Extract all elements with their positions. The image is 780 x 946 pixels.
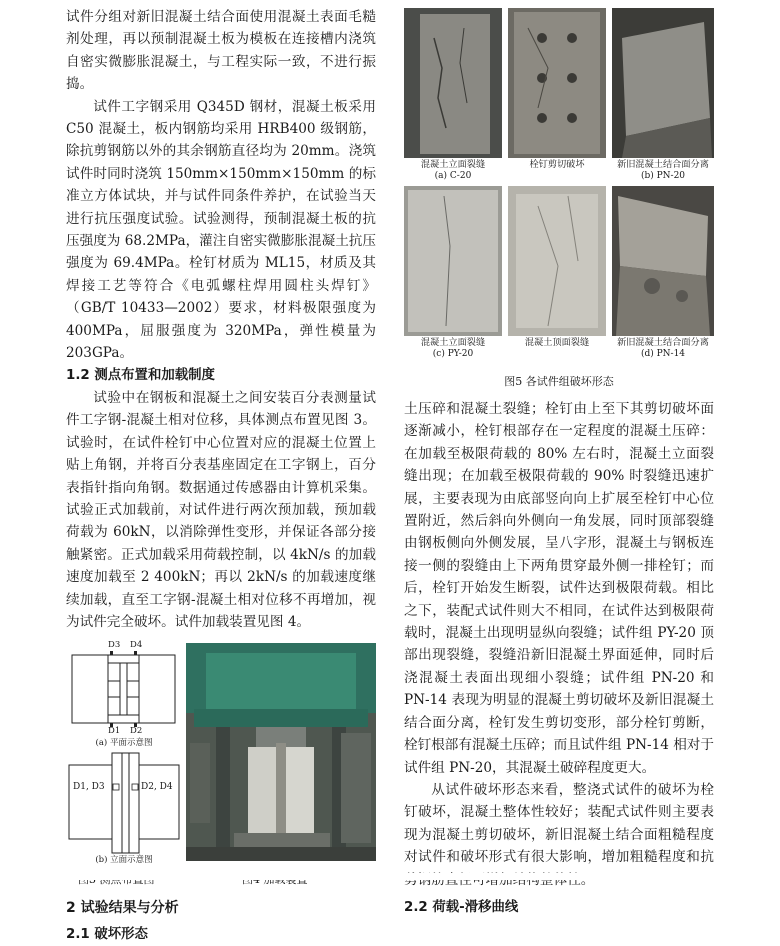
page-bottom-edge [0, 873, 780, 880]
right-column [404, 398, 714, 919]
sub-label-d: (d) PN-14 [640, 349, 686, 359]
figure-3-schematic [66, 641, 181, 871]
photo-pn14-interface-separation [612, 186, 714, 336]
left-column [66, 6, 376, 946]
sub-label-a: (a) C-20 [434, 171, 472, 181]
figure-5 [404, 8, 714, 388]
measuring-point-diagram [66, 641, 181, 871]
loading-device-photo [186, 643, 376, 861]
photo-top-surface-crack [508, 186, 606, 336]
label-b-interface: 新旧混凝土结合面分离 [617, 159, 709, 170]
label-d2: D2 [130, 726, 143, 737]
photo-py20-vertical-crack [404, 186, 502, 336]
photo-pn20-interface-separation [612, 8, 714, 158]
photo-stud-shear-failure [508, 8, 606, 158]
label-d2-d4: D2, D4 [141, 782, 173, 793]
section-heading-1-2: 1.2 测点布置和加载制度 [66, 367, 215, 383]
paragraph-failure-summary: 从试件破坏形态来看，整浇式试件的破坏为栓钉破坏，混凝土整体性较好；装配式试件则主要表现为混凝土剪切破坏，新旧混凝土结合面粗糙程度对试件和破坏形式有很大影响，增加粗糙程度和抗 [404, 781, 714, 866]
label-top-crack: 混凝土顶面裂缝 [524, 337, 590, 348]
paragraph-failure-process: 土压碎和混凝土裂缝；栓钉由上至下其剪切破坏面逐渐减小，栓钉根部存在一定程度的混凝土压碎：在加载至极限荷载的 80% 左右时，混凝土立面裂缝出现；在加载至极限荷载的 90% 时裂缝迅速扩展，主要表现为由底部竖向向上扩展至栓钉中心位置附近，然后斜向外侧向一角发展，同时顶部裂缝由钢板侧向外侧发展，呈八字形，混凝土与钢板连接一侧的裂缝由上下两角贯穿最外侧一排栓钉；而后，栓钉开始发生断裂，试件达到极限荷载。相比之下，装配式试件则大不相同，在试件达到极限荷载时，混凝土出现明显纵向裂缝；试件组 PY-20 顶部出现裂缝，裂缝沿新旧混凝土界面延伸，同时后浇混凝土表面出现细小裂缝；试件组 PN-20 和 PN-14 表现为明显的混凝土剪切破坏及新旧混凝土结合面分离，栓钉发生剪切变形，部分栓钉剪断，栓钉根部有混凝土压碎；而且试件组 PN-14 相对于试件组 PN-20，其混凝土破碎程度更大。 [404, 401, 714, 776]
paragraph-specimen-treatment: 试件分组对新旧混凝土结合面使用混凝土表面毛糙剂处理，再以预制混凝土板为模板在连接槽内浇筑自密实微膨胀混凝土，与工程实际一致，不进行振捣。 [66, 9, 376, 93]
section-heading-2-1: 2.1 破坏形态 [66, 926, 148, 942]
paragraph-loading: 试验中在钢板和混凝土之间安装百分表测量试件工字钢-混凝土相对位移，具体测点布置见图 3。试验时，在试件栓钉中心位置对应的混凝土位置上贴上角钢，并将百分表基座固定在工字钢上，百分表指针指向角钢。数据通过传感器由计算机采集。试验正式加载前，对试件进行两次预加载，预加载荷载为 60kN，以消除弹性变形，并保证各部分接触紧密。正式加载采用荷载控制，以 4kN/s 的加载速度加载至 2 400kN；再以 2kN/s 的加载速度继续加载，直至工字钢-混凝土相对位移不再增加，视为试件完全破坏。试件加载装置见图 4。 [66, 389, 376, 630]
elevation-view-caption: (b) 立面示意图 [95, 855, 153, 866]
figure-3-4-row [66, 641, 376, 889]
section-heading-2: 2 试验结果与分析 [66, 900, 179, 917]
label-d1: D1 [108, 726, 121, 737]
paragraph-materials: 试件工字钢采用 Q345D 钢材，混凝土板采用 C50 混凝土，板内钢筋均采用 HRB400 级钢筋，除抗剪钢筋以外的其余钢筋直径均为 20mm。浇筑试件时同时浇筑 150mm×150mm×150mm 的标准立方体试块，并与试件同条件养护，在试验当天进行抗压强度试验。试验测得，预制混凝土板的抗压强度为 68.2MPa，灌注自密实微膨胀混凝土抗压强度为 69.4MPa。栓钉材质为 ML15，材质及其焊接工艺等符合《电弧螺柱焊用圆柱头焊钉》（GB/T 10433—2002）要求，材料极限强度为 400MPa，屈服强度为 320MPa，弹性模量为 203GPa。 [66, 98, 376, 362]
section-heading-2-2: 2.2 荷载-滑移曲线 [404, 899, 519, 915]
sub-label-b: (b) PN-20 [640, 171, 686, 181]
label-d-interface: 新旧混凝土结合面分离 [617, 337, 709, 348]
label-stud-shear: 栓钉剪切破坏 [529, 159, 585, 170]
label-d1-d3: D1, D3 [73, 782, 105, 793]
label-d3: D3 [108, 640, 121, 651]
label-a-vertical-crack: 混凝土立面裂缝 [420, 159, 486, 170]
label-c-vertical-crack: 混凝土立面裂缝 [420, 337, 486, 348]
sub-label-c: (c) PY-20 [432, 349, 474, 359]
plan-view-caption: (a) 平面示意图 [95, 738, 153, 749]
photo-c20-vertical-crack [404, 8, 502, 158]
label-d4: D4 [130, 640, 143, 651]
figure-5-caption: 图5 各试件组破坏形态 [504, 375, 614, 388]
